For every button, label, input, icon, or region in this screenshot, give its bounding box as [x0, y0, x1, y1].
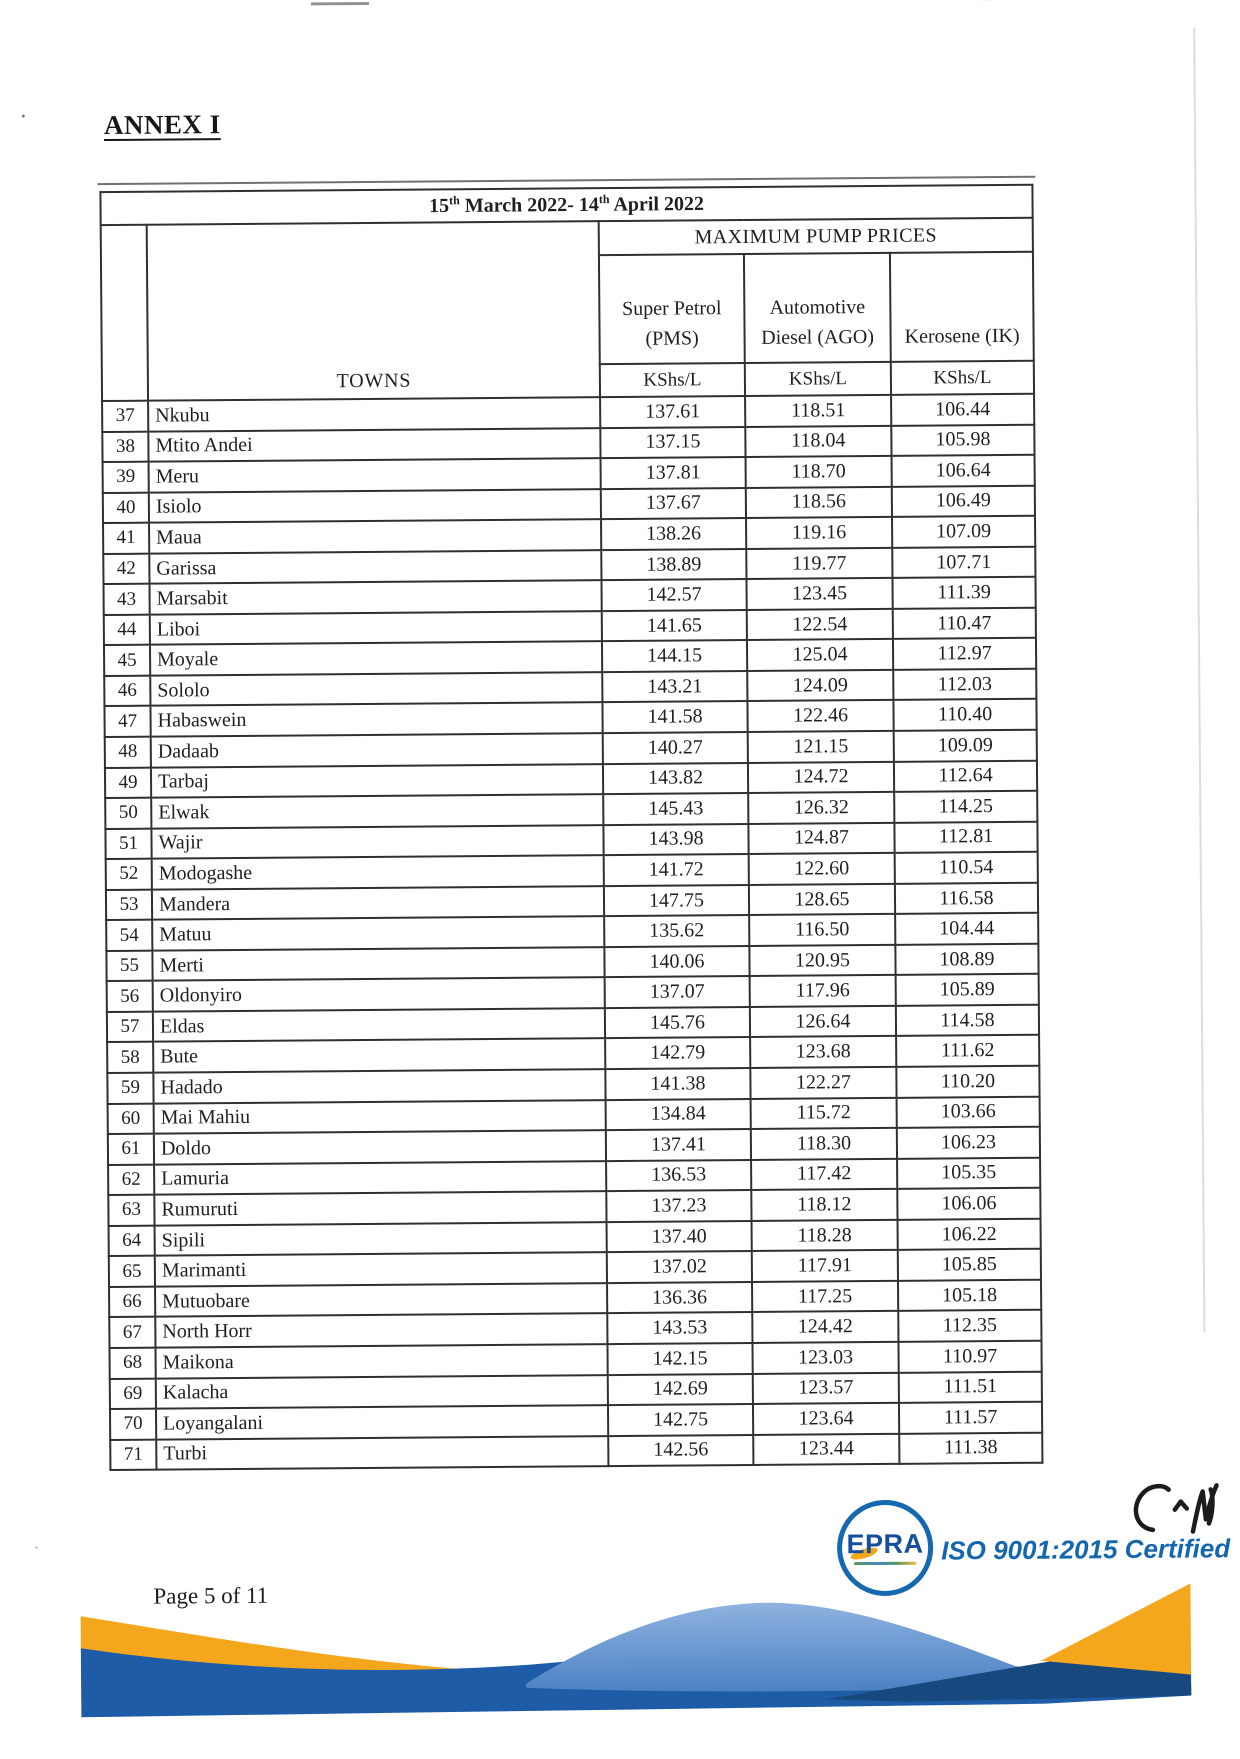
unit-header-diesel: KShs/L — [745, 362, 891, 396]
cell-pms: 137.40 — [607, 1221, 752, 1253]
cell-pms: 137.23 — [606, 1190, 751, 1222]
cell-ago: 123.64 — [753, 1403, 899, 1435]
cell-ik: 105.98 — [891, 424, 1034, 456]
cell-ik: 112.81 — [894, 821, 1037, 853]
footer-wave-graphic — [5, 1570, 1240, 1759]
cell-no: 65 — [109, 1256, 155, 1287]
cell-pms: 143.53 — [607, 1312, 752, 1344]
page-number: Page 5 of 11 — [153, 1583, 268, 1610]
kerosene-column-header — [890, 252, 1034, 362]
cell-ago: 123.68 — [750, 1036, 896, 1068]
cell-ik: 110.40 — [893, 699, 1036, 731]
cell-ik: 106.49 — [892, 485, 1035, 517]
cell-ago: 121.15 — [748, 731, 894, 763]
cell-ago: 123.44 — [753, 1433, 899, 1465]
cell-ik: 107.09 — [892, 516, 1035, 548]
cell-pms: 134.84 — [606, 1099, 751, 1131]
cell-town: Turbi — [156, 1436, 608, 1470]
cell-ago: 117.96 — [750, 975, 896, 1007]
diesel-label-line1: Automotive — [769, 296, 865, 319]
cell-town: North Horr — [155, 1314, 607, 1348]
cell-pms: 137.61 — [600, 396, 745, 428]
cell-ik: 112.97 — [893, 638, 1036, 670]
kerosene-label: Kerosene (IK) — [905, 325, 1020, 348]
cell-ik: 114.25 — [894, 791, 1037, 823]
cell-no: 56 — [107, 981, 153, 1012]
cell-pms: 136.53 — [606, 1160, 751, 1192]
cell-town: Doldo — [154, 1130, 606, 1164]
cell-pms: 142.15 — [607, 1343, 752, 1375]
cell-ago: 117.91 — [752, 1250, 898, 1282]
cell-town: Habaswein — [150, 703, 602, 737]
cell-pms: 142.56 — [608, 1435, 753, 1467]
cell-ago: 128.65 — [749, 884, 895, 916]
cell-ago: 124.87 — [748, 822, 894, 854]
cell-pms: 137.15 — [600, 427, 745, 459]
scan-artifact-speck — [22, 115, 25, 118]
cell-no: 59 — [107, 1073, 153, 1104]
cell-no: 43 — [104, 584, 150, 615]
cell-no: 50 — [105, 798, 151, 829]
cell-ik: 103.66 — [897, 1096, 1040, 1128]
cell-ik: 105.18 — [898, 1280, 1041, 1312]
cell-no: 60 — [108, 1103, 154, 1134]
cell-no: 53 — [106, 889, 152, 920]
cell-ik: 106.22 — [898, 1218, 1041, 1250]
cell-no: 49 — [105, 767, 151, 798]
cell-town: Garissa — [149, 550, 601, 584]
cell-pms: 138.89 — [601, 549, 746, 581]
cell-ik: 110.97 — [898, 1341, 1041, 1373]
cell-ago: 122.27 — [750, 1067, 896, 1099]
cell-town: Mtito Andei — [148, 428, 600, 462]
cell-pms: 137.02 — [607, 1251, 752, 1283]
cell-no: 57 — [107, 1012, 153, 1043]
cell-ik: 112.35 — [898, 1310, 1041, 1342]
page-title: ANNEX I — [104, 109, 221, 141]
cell-town: Kalacha — [156, 1375, 608, 1409]
cell-ago: 122.54 — [747, 609, 893, 641]
towns-column-header: TOWNS — [147, 221, 600, 401]
cell-ik: 107.71 — [892, 546, 1035, 578]
cell-pms: 143.82 — [603, 763, 748, 795]
cell-ik: 106.44 — [891, 394, 1034, 426]
cell-pms: 141.72 — [604, 854, 749, 886]
cell-pms: 141.58 — [602, 701, 747, 733]
cell-pms: 142.79 — [605, 1037, 750, 1069]
cell-town: Tarbaj — [151, 764, 603, 798]
cell-ik: 111.38 — [899, 1432, 1042, 1464]
cell-no: 44 — [104, 615, 150, 646]
cell-ago: 118.12 — [751, 1189, 897, 1221]
diesel-column-header — [744, 253, 891, 363]
cell-ago: 118.30 — [751, 1128, 897, 1160]
cell-no: 58 — [107, 1042, 153, 1073]
unit-header-kerosene: KShs/L — [891, 361, 1034, 395]
cell-ago: 118.04 — [745, 425, 891, 457]
cell-ik: 110.54 — [895, 852, 1038, 884]
cell-town: Matuu — [152, 916, 604, 950]
cell-ago: 118.51 — [745, 395, 891, 427]
cell-town: Eldas — [153, 1008, 605, 1042]
cell-pms: 145.43 — [603, 793, 748, 825]
cell-no: 67 — [109, 1317, 155, 1348]
cell-town: Sololo — [150, 672, 602, 706]
cell-no: 42 — [103, 553, 149, 584]
cell-no: 70 — [110, 1409, 156, 1440]
cell-no: 63 — [108, 1195, 154, 1226]
cell-ik: 105.85 — [898, 1249, 1041, 1281]
cell-town: Mutuobare — [155, 1283, 607, 1317]
cell-ago: 122.60 — [749, 853, 895, 885]
cell-ik: 111.57 — [899, 1402, 1042, 1434]
cell-ago: 126.64 — [750, 1006, 896, 1038]
cell-pms: 143.98 — [603, 824, 748, 856]
cell-no: 51 — [105, 828, 151, 859]
cell-ago: 126.32 — [748, 792, 894, 824]
cell-town: Maikona — [156, 1344, 608, 1378]
cell-town: Marsabit — [150, 580, 602, 614]
cell-pms: 135.62 — [604, 915, 749, 947]
cell-town: Lamuria — [154, 1161, 606, 1195]
cell-no: 37 — [102, 401, 148, 432]
cell-ik: 114.58 — [896, 1005, 1039, 1037]
cell-ik: 106.23 — [897, 1127, 1040, 1159]
cell-no: 64 — [109, 1225, 155, 1256]
cell-ik: 109.09 — [894, 730, 1037, 762]
cell-no: 52 — [106, 859, 152, 890]
cell-town: Elwak — [151, 794, 603, 828]
cell-town: Sipili — [155, 1222, 607, 1256]
cell-town: Rumuruti — [154, 1191, 606, 1225]
cell-no: 55 — [106, 951, 152, 982]
group-header: MAXIMUM PUMP PRICES — [599, 218, 1033, 255]
cell-no: 69 — [110, 1378, 156, 1409]
cell-town: Bute — [153, 1039, 605, 1073]
cell-ago: 124.72 — [748, 761, 894, 793]
row-number-column-header — [101, 225, 148, 401]
cell-ago: 117.42 — [751, 1159, 897, 1191]
cell-ik: 111.39 — [892, 577, 1035, 609]
cell-ago: 122.46 — [747, 700, 893, 732]
cell-ik: 104.44 — [895, 913, 1038, 945]
cell-town: Hadado — [153, 1069, 605, 1103]
petrol-column-header — [599, 254, 745, 364]
cell-no: 66 — [109, 1287, 155, 1318]
cell-no: 54 — [106, 920, 152, 951]
cell-no: 48 — [105, 737, 151, 768]
cell-no: 40 — [103, 492, 149, 523]
ordinal-suffix: th — [449, 193, 460, 207]
cell-ik: 110.20 — [896, 1066, 1039, 1098]
cell-ik: 106.64 — [892, 455, 1035, 487]
cell-town: Oldonyiro — [153, 978, 605, 1012]
cell-town: Mandera — [152, 886, 604, 920]
cell-ik: 112.64 — [894, 760, 1037, 792]
cell-pms: 138.26 — [601, 518, 746, 550]
cell-ago: 119.77 — [746, 548, 892, 580]
cell-ago: 115.72 — [751, 1097, 897, 1129]
table-row — [110, 1432, 1042, 1470]
cell-pms: 141.65 — [602, 610, 747, 642]
cell-pms: 137.41 — [606, 1129, 751, 1161]
cell-ago: 123.03 — [752, 1342, 898, 1374]
cell-pms: 137.81 — [601, 457, 746, 489]
cell-ik: 112.03 — [893, 669, 1036, 701]
cell-ik: 105.35 — [897, 1157, 1040, 1189]
cell-pms: 137.07 — [605, 976, 750, 1008]
table-body — [102, 394, 1042, 1470]
cell-town: Merti — [152, 947, 604, 981]
cell-town: Modogashe — [152, 855, 604, 889]
petrol-label-line1: Super Petrol — [622, 297, 722, 320]
cell-ago: 116.50 — [749, 914, 895, 946]
cell-pms: 144.15 — [602, 640, 747, 672]
cell-town: Dadaab — [151, 733, 603, 767]
ordinal-suffix: th — [599, 192, 610, 206]
cell-no: 71 — [110, 1439, 156, 1470]
cell-no: 45 — [104, 645, 150, 676]
cell-ago: 124.09 — [747, 670, 893, 702]
cell-no: 38 — [102, 431, 148, 462]
handwritten-initials — [1123, 1479, 1219, 1542]
cell-pms: 136.36 — [607, 1282, 752, 1314]
period-text: 15 — [429, 195, 449, 217]
cell-ik: 108.89 — [895, 944, 1038, 976]
diesel-label-line2: Diesel (AGO) — [761, 326, 874, 349]
cell-ago: 119.16 — [746, 517, 892, 549]
iso-certification-text: ISO 9001:2015 Certified — [941, 1533, 1230, 1566]
cell-no: 39 — [103, 462, 149, 493]
cell-ik: 111.62 — [896, 1035, 1039, 1067]
cell-town: Mai Mahiu — [154, 1100, 606, 1134]
cell-town: Nkubu — [148, 397, 600, 431]
cell-town: Meru — [149, 458, 601, 492]
cell-no: 61 — [108, 1134, 154, 1165]
cell-ago: 123.57 — [753, 1372, 899, 1404]
cell-town: Maua — [149, 519, 601, 553]
cell-ik: 110.47 — [893, 608, 1036, 640]
cell-ago: 125.04 — [747, 639, 893, 671]
cell-town: Isiolo — [149, 489, 601, 523]
cell-pms: 143.21 — [602, 671, 747, 703]
scan-artifact-dash — [311, 2, 369, 5]
cell-ik: 105.89 — [896, 974, 1039, 1006]
cell-pms: 140.06 — [604, 946, 749, 978]
cell-town: Moyale — [150, 642, 602, 676]
cell-ago: 124.42 — [752, 1311, 898, 1343]
cell-ik: 106.06 — [897, 1188, 1040, 1220]
cell-pms: 145.76 — [605, 1007, 750, 1039]
epra-logo-tagline-bar — [854, 1562, 916, 1565]
scan-artifact-page-edge — [1193, 27, 1205, 1332]
cell-pms: 140.27 — [603, 732, 748, 764]
cell-ik: 111.51 — [899, 1371, 1042, 1403]
cell-ago: 118.56 — [746, 486, 892, 518]
cell-town: Loyangalani — [156, 1405, 608, 1439]
scan-artifact-speck — [35, 1547, 38, 1549]
cell-no: 47 — [104, 706, 150, 737]
petrol-label-line2: (PMS) — [645, 327, 699, 349]
cell-ago: 120.95 — [749, 945, 895, 977]
cell-pms: 142.75 — [608, 1404, 753, 1436]
cell-no: 68 — [110, 1348, 156, 1379]
cell-ik: 116.58 — [895, 882, 1038, 914]
period-text: April 2022 — [609, 193, 704, 216]
unit-header-petrol: KShs/L — [600, 363, 745, 397]
period-text: March 2022- 14 — [460, 194, 599, 217]
cell-pms: 137.67 — [601, 488, 746, 520]
cell-pms: 147.75 — [604, 885, 749, 917]
cell-no: 46 — [104, 676, 150, 707]
cell-pms: 142.69 — [608, 1373, 753, 1405]
cell-town: Wajir — [151, 825, 603, 859]
cell-no: 62 — [108, 1164, 154, 1195]
cell-ago: 117.25 — [752, 1281, 898, 1313]
pump-prices-table — [99, 184, 1041, 1471]
epra-logo-text: EPRA — [846, 1531, 923, 1559]
cell-ago: 118.28 — [752, 1220, 898, 1252]
cell-pms: 142.57 — [601, 579, 746, 611]
cell-ago: 123.45 — [746, 578, 892, 610]
cell-no: 41 — [103, 523, 149, 554]
cell-ago: 118.70 — [746, 456, 892, 488]
cell-town: Marimanti — [155, 1252, 607, 1286]
cell-pms: 141.38 — [605, 1068, 750, 1100]
cell-town: Liboi — [150, 611, 602, 645]
